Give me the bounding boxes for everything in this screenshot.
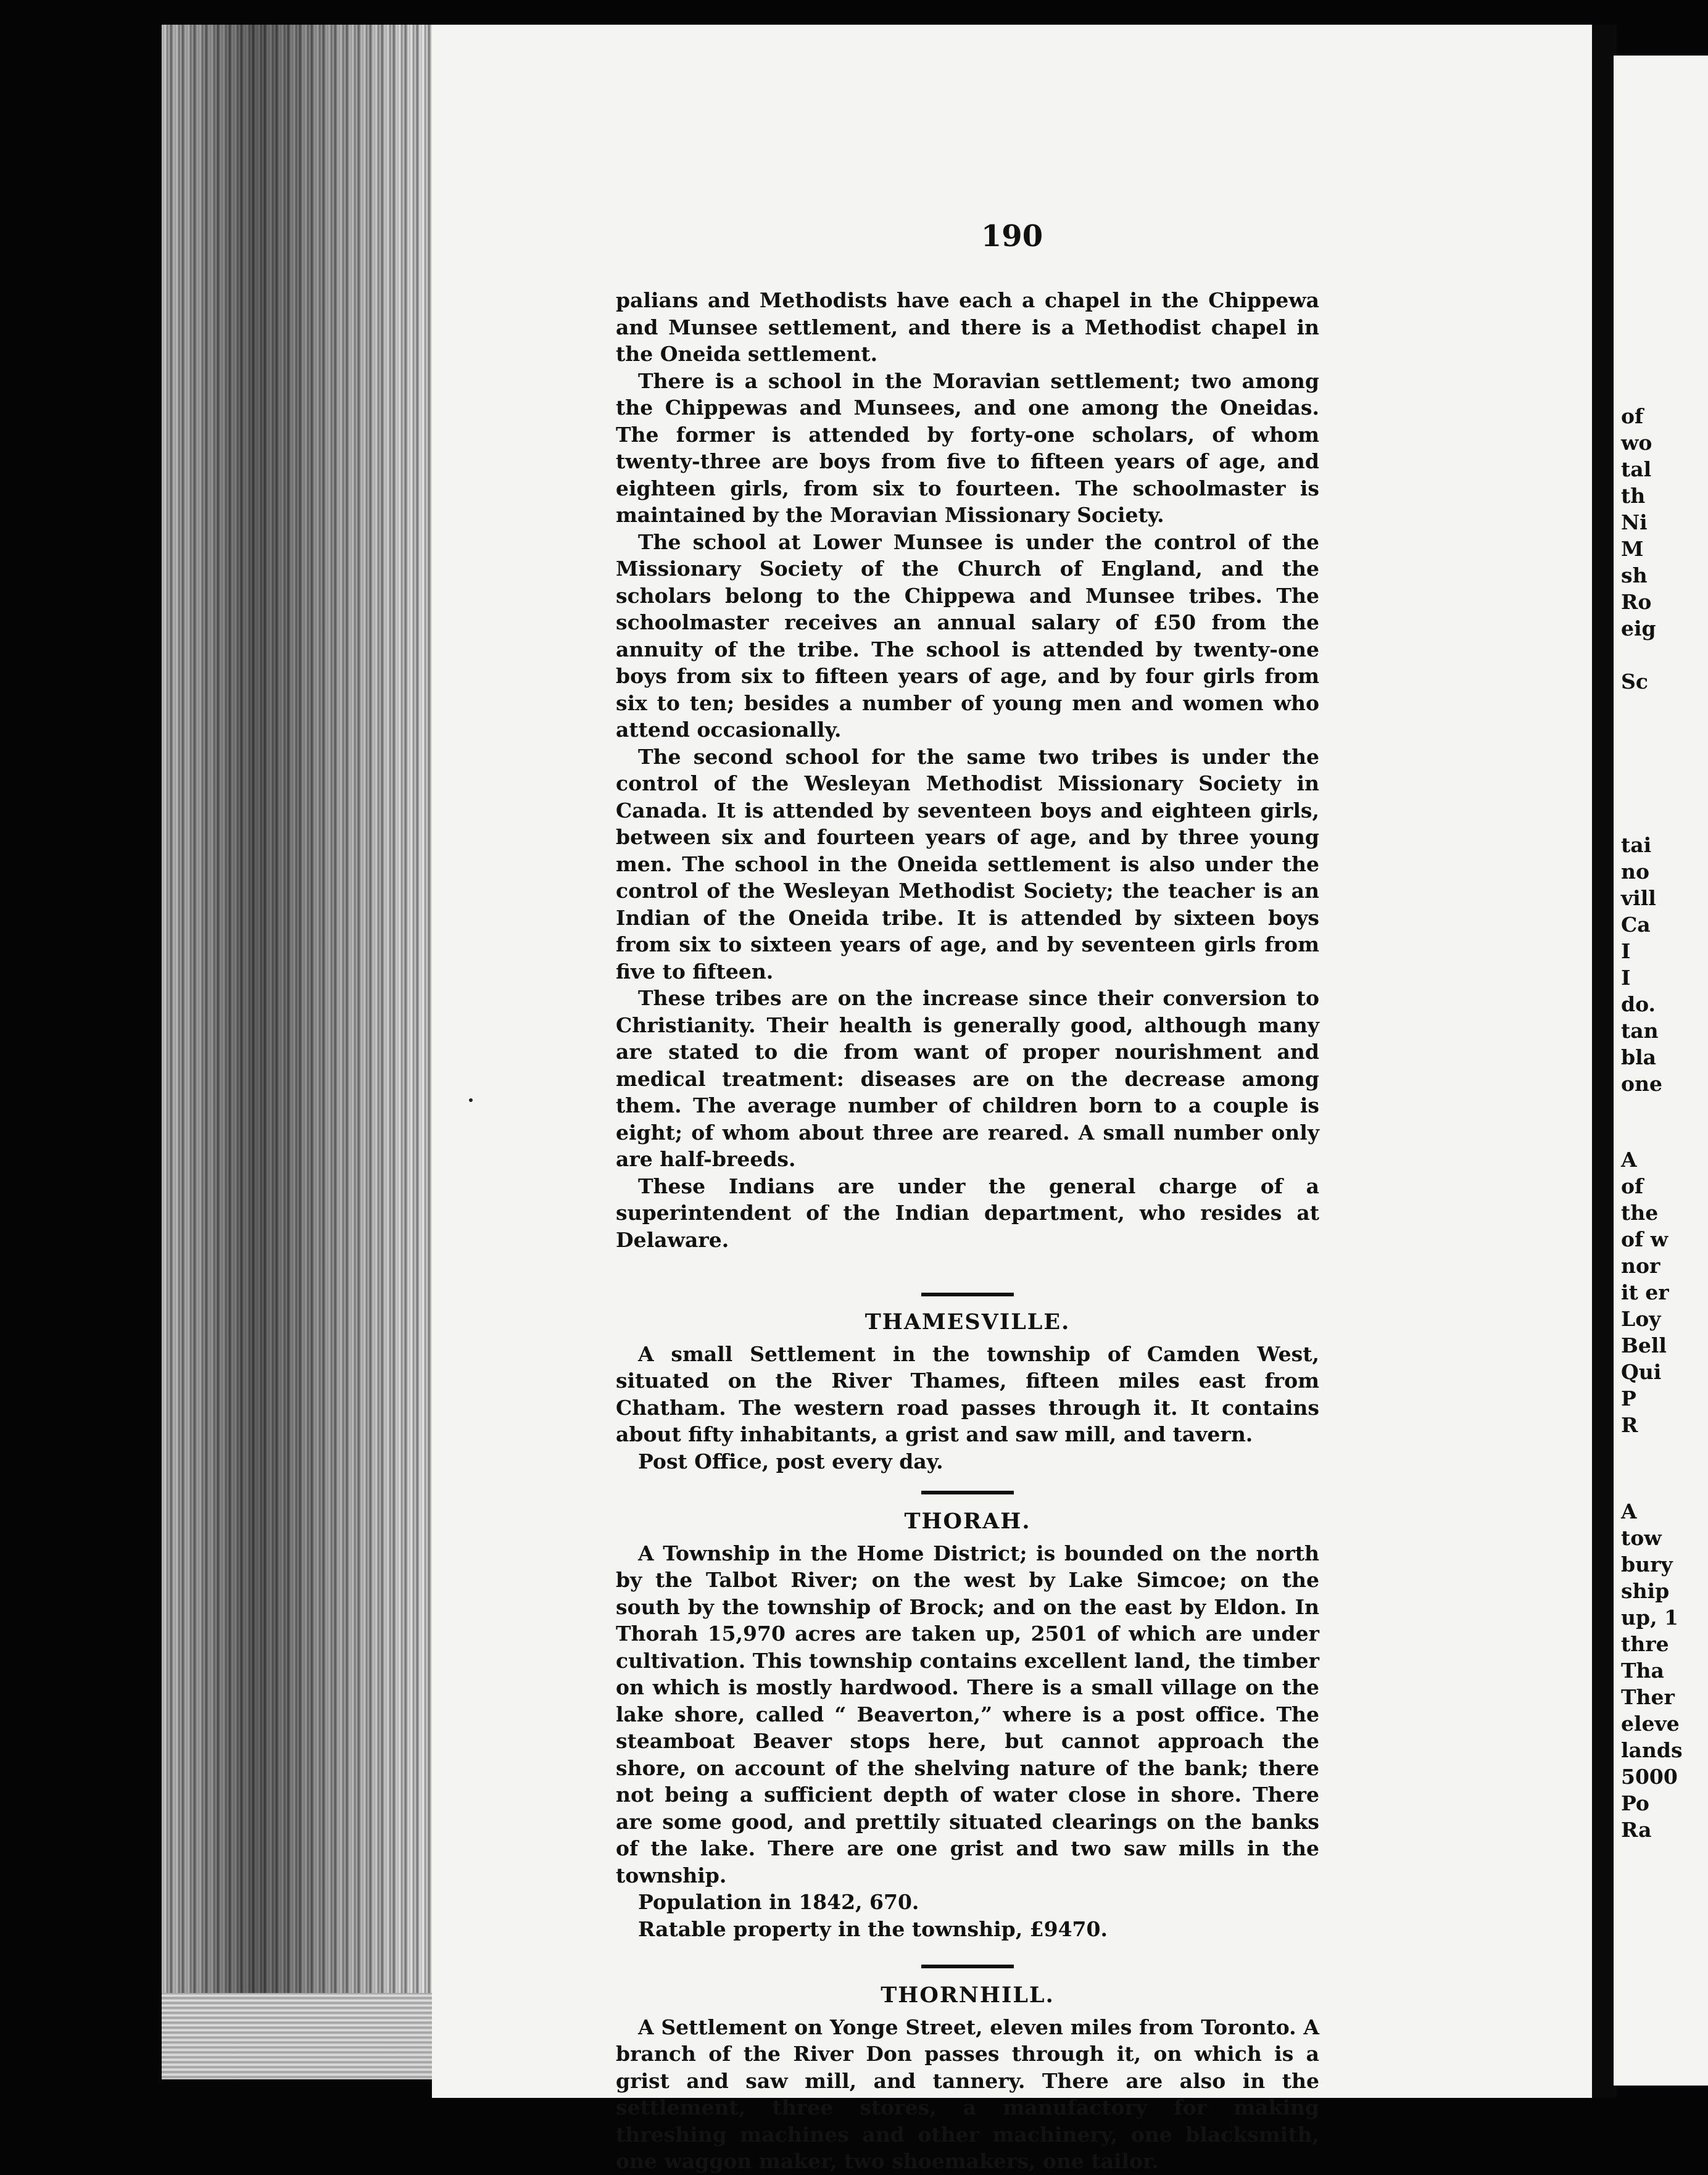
facing-text: I <box>1621 966 1631 990</box>
section-heading-thamesville: THAMESVILLE. <box>864 1309 1071 1335</box>
paragraph: These Indians are under the general charge of a superintendent of the Indian department, who resides at Delaware. <box>616 1174 1319 1252</box>
facing-text: nor <box>1621 1254 1660 1278</box>
facing-text: Sc <box>1621 669 1648 694</box>
paragraph: Post Office, post every day. <box>638 1449 943 1473</box>
paragraph: The school at Lower Munsee is under the control of the Missionary Society of the Church of England, and the scholars belong to the Chippewa and Munsee tribes. The schoolmaster receives an annual salary of £50 from the annuity of the tribe. The school is attended by twenty-one boys from six to fifteen years of age, and by four girls from six to ten; besides a number of young men and women who attend occasionally. <box>616 529 1319 742</box>
facing-text: of <box>1621 1174 1644 1198</box>
paragraph: These tribes are on the increase since their conversion to Christianity. Their health is generally good, although many are stated to die from want of proper nourishment and medical treatment: diseases are on the decrease among them. The average number of children born to a couple is eight; of whom about three are reared. A small number only are half-breeds. <box>616 986 1319 1171</box>
paragraph: A Township in the Home District; is bounded on the north by the Talbot River; on the west by Lake Simcoe; on the south by the township of Brock; and on the east by Eldon. In Thorah 15,970 acres are taken up, 2501 of which are under cultivation. This township contains excellent land, the timber on which is mostly hardwood. There is a small village on the lake shore, called “ Beaverton,” where is a post office. The steamboat Beaver stops here, but cannot approach the shore, on account of the shelving nature of the bank; there not being a sufficient depth of water close in shore. There are some good, and prettily situated clearings on the banks of the lake. There are one grist and two saw mills in the township. <box>616 1541 1319 1887</box>
facing-text: of <box>1621 404 1644 428</box>
facing-text: up, 1 <box>1621 1605 1679 1630</box>
facing-text: 5000 <box>1621 1765 1678 1789</box>
facing-text: Tha <box>1621 1659 1664 1683</box>
facing-text: tai <box>1621 833 1652 857</box>
facing-text: bla <box>1621 1045 1656 1069</box>
paragraph: A small Settlement in the township of Camden West, situated on the River Thames, fifteen miles east from Chatham. The western road passes through it. It contains about fifty inhabitants, a grist and saw mill, and tavern. <box>616 1341 1319 1446</box>
paragraph: A Settlement on Yonge Street, eleven miles from Toronto. A branch of the River Don passes through it, on which is a grist and saw mill, and tannery. There are also in the settlement, three stores, a manufactory for making threshing machines and other machinery, one blacksmith, one waggon maker, two shoemakers, one tailor. <box>616 2015 1319 2173</box>
facing-text: wo <box>1621 431 1652 455</box>
paragraph: Population in 1842, 670. <box>638 1890 919 1914</box>
facing-text: it er <box>1621 1280 1669 1304</box>
facing-text: no <box>1621 860 1650 884</box>
facing-text: lands <box>1621 1738 1683 1762</box>
paragraph: The second school for the same two tribes is under the control of the Wesleyan Methodist Missionary Society in Canada. It is attended by seventeen boys and eighteen girls, between six and fourteen years of age, and by three young men. The school in the Oneida settlement is also under the control of the Wesleyan Methodist Society; the teacher is an Indian of the Oneida tribe. It is attended by sixteen boys from six to sixteen years of age, and by seventeen girls from five to fifteen. <box>616 744 1319 984</box>
facing-text: Ca <box>1621 913 1651 937</box>
facing-text: vill <box>1621 886 1656 910</box>
page-number: 190 <box>980 219 1043 254</box>
gutter-shadow <box>1592 25 1617 2098</box>
facing-text: thre <box>1621 1632 1669 1656</box>
facing-text: A <box>1621 1499 1637 1523</box>
facing-text: Loy <box>1621 1307 1661 1331</box>
facing-text: A <box>1621 1148 1637 1172</box>
section-heading-thorah: THORAH. <box>904 1509 1031 1534</box>
facing-text: tow <box>1621 1526 1662 1550</box>
facing-text: tal <box>1621 457 1652 481</box>
book-page <box>432 25 1592 2173</box>
facing-text: Ni <box>1621 510 1648 534</box>
section-heading-thornhill: THORNHILL. <box>881 1982 1055 2008</box>
facing-text: the <box>1621 1201 1659 1225</box>
facing-text: ship <box>1621 1579 1670 1603</box>
facing-text: eig <box>1621 616 1656 640</box>
facing-text: I <box>1621 939 1631 963</box>
facing-text: th <box>1621 484 1646 508</box>
facing-text: Ther <box>1621 1685 1675 1709</box>
facing-text: Ra <box>1621 1818 1652 1842</box>
page-content <box>616 287 1319 2175</box>
facing-text: bury <box>1621 1552 1673 1576</box>
paragraph: palians and Methodists have each a chapel in the Chippewa and Munsee settlement, and there is a Methodist chapel in the Oneida settlement. <box>616 288 1319 366</box>
facing-text: Po <box>1621 1791 1649 1815</box>
facing-text: sh <box>1621 563 1648 587</box>
facing-text: do. <box>1621 992 1656 1016</box>
facing-page-fragment <box>1614 56 1708 2086</box>
facing-text: P <box>1621 1386 1636 1411</box>
dust-speck <box>469 1098 473 1102</box>
facing-text: Qui <box>1621 1360 1662 1384</box>
book-page-edges <box>162 25 433 2018</box>
facing-text: eleve <box>1621 1712 1680 1736</box>
facing-text: Bell <box>1621 1333 1667 1357</box>
facing-text: of w <box>1621 1227 1669 1251</box>
facing-text: R <box>1621 1413 1638 1437</box>
facing-text: one <box>1621 1072 1662 1096</box>
paragraph: There is a school in the Moravian settlement; two among the Chippewas and Munsees, and one among the Oneidas. The former is attended by forty-one scholars, of whom twenty-three are boys from five to fifteen years of age, and eighteen girls, from six to fourteen. The schoolmaster is maintained by the Moravian Missionary Society. <box>616 368 1319 527</box>
facing-text: Ro <box>1621 590 1652 614</box>
facing-text: tan <box>1621 1019 1659 1043</box>
book-page-edges-bottom <box>162 1993 433 2079</box>
facing-text: M <box>1621 537 1644 561</box>
paragraph: Ratable property in the township, £9470. <box>638 1916 1108 1941</box>
